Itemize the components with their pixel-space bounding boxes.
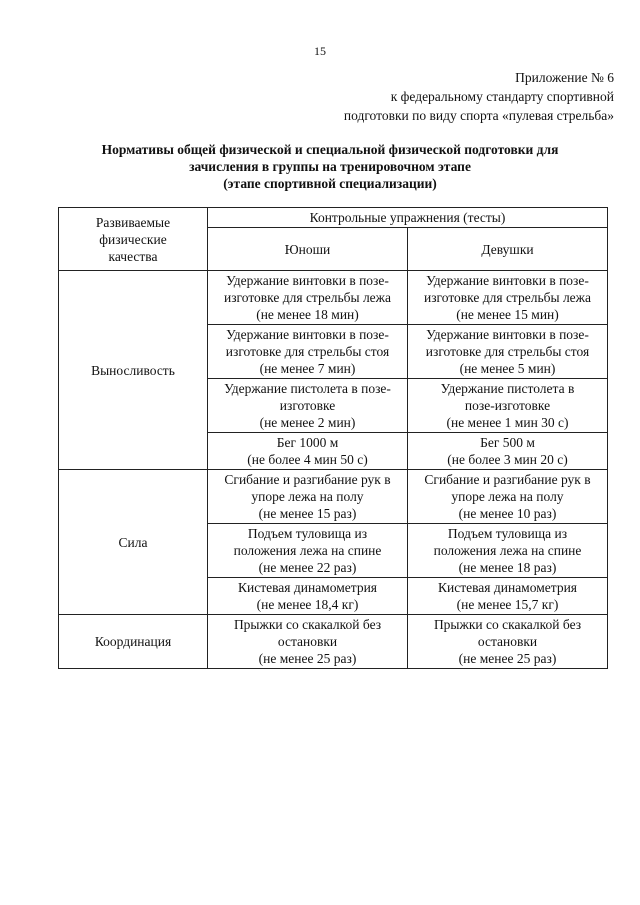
table-row: [59, 271, 608, 325]
page-number: 15: [314, 44, 326, 58]
table-header-row: [59, 208, 608, 228]
appendix-header: [344, 68, 614, 125]
boys-cell: Кистевая динамометрия (не менее 18,4 кг): [208, 578, 408, 615]
boys-cell: Удержание винтовки в позе- изготовке для стрельбы лежа (не менее 18 мин): [208, 271, 408, 325]
girls-cell: Удержание пистолета в позе-изготовке (не менее 1 мин 30 с): [408, 379, 608, 433]
header-girls: Девушки: [408, 228, 608, 271]
appendix-line: к федеральному стандарту спортивной: [390, 89, 614, 104]
title-line: (этапе спортивной специализации): [223, 176, 437, 191]
table-row: [59, 470, 608, 524]
title-line: Нормативы общей физической и специальной физической подготовки для: [101, 142, 559, 157]
girls-cell: Бег 500 м (не более 3 мин 20 с): [408, 433, 608, 470]
appendix-line: подготовки по виду спорта «пулевая стрельба»: [343, 108, 614, 123]
boys-cell: Прыжки со скакалкой без остановки (не менее 25 раз): [208, 615, 408, 669]
girls-cell: Удержание винтовки в позе- изготовке для стрельбы лежа (не менее 15 мин): [408, 271, 608, 325]
header-tests: Контрольные упражнения (тесты): [208, 208, 608, 228]
boys-cell: Удержание винтовки в позе- изготовке для стрельбы стоя (не менее 7 мин): [208, 325, 408, 379]
header-boys: Юноши: [208, 228, 408, 271]
quality-cell: Выносливость: [59, 271, 208, 470]
girls-cell: Прыжки со скакалкой без остановки (не менее 25 раз): [408, 615, 608, 669]
quality-cell: Координация: [59, 615, 208, 669]
quality-cell: Сила: [59, 470, 208, 615]
girls-cell: Сгибание и разгибание рук в упоре лежа на полу (не менее 10 раз): [408, 470, 608, 524]
title-line: зачисления в группы на тренировочном этапе: [189, 159, 471, 174]
header-quality: Развиваемые физические качества: [59, 208, 208, 271]
document-title: [60, 141, 600, 192]
standards-table: [58, 207, 608, 669]
girls-cell: Подъем туловища из положения лежа на спине (не менее 18 раз): [408, 524, 608, 578]
appendix-line: Приложение № 6: [515, 70, 614, 85]
boys-cell: Сгибание и разгибание рук в упоре лежа на полу (не менее 15 раз): [208, 470, 408, 524]
girls-cell: Удержание винтовки в позе- изготовке для стрельбы стоя (не менее 5 мин): [408, 325, 608, 379]
boys-cell: Бег 1000 м (не более 4 мин 50 с): [208, 433, 408, 470]
boys-cell: Подъем туловища из положения лежа на спине (не менее 22 раз): [208, 524, 408, 578]
table-row: [59, 615, 608, 669]
boys-cell: Удержание пистолета в позе- изготовке (не менее 2 мин): [208, 379, 408, 433]
girls-cell: Кистевая динамометрия (не менее 15,7 кг): [408, 578, 608, 615]
